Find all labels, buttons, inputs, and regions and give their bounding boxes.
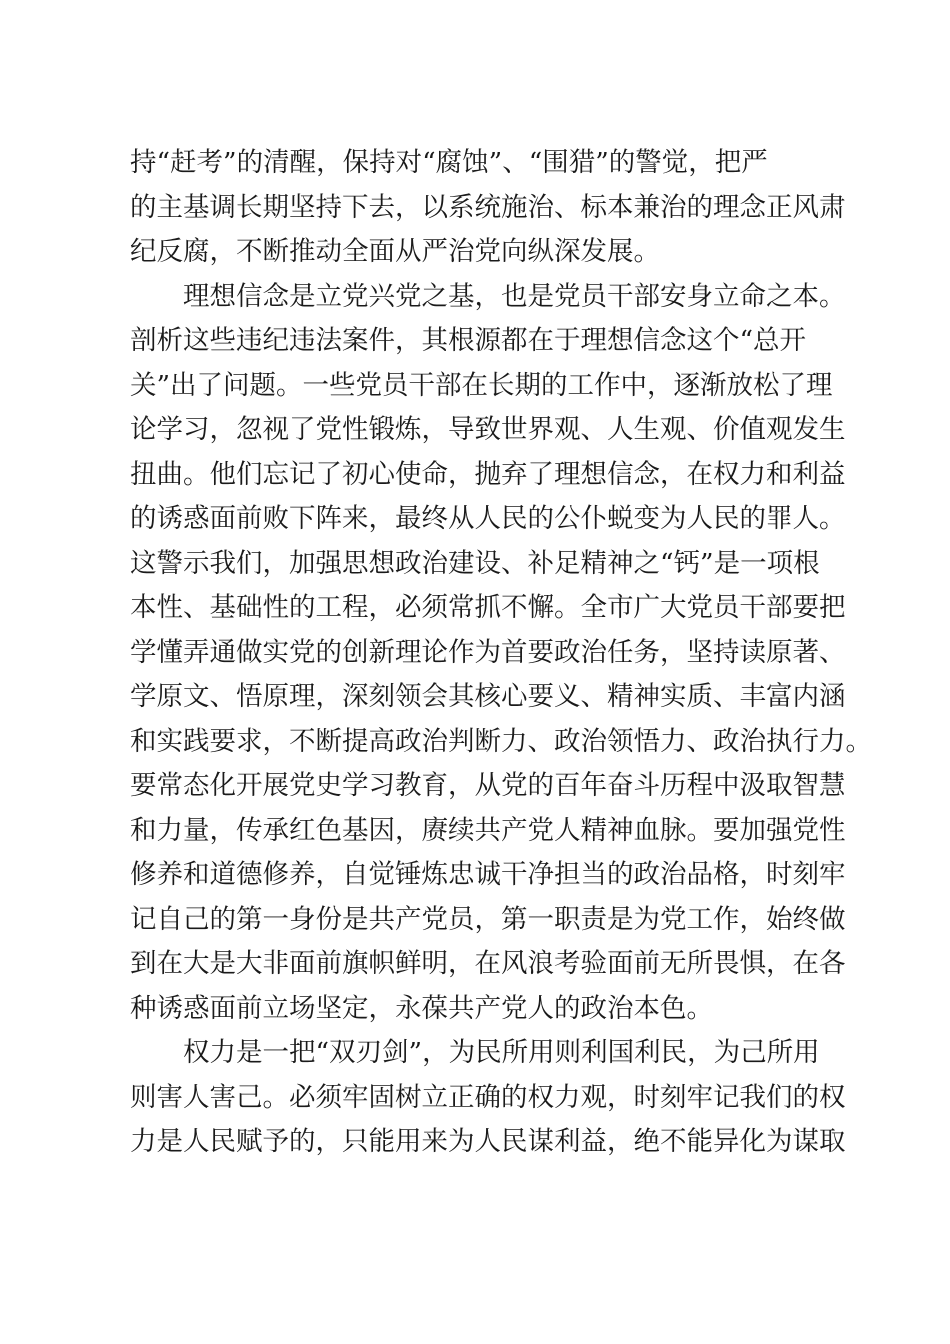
text-line: 记自己的第一身份是共产党员，第一职责是为党工作，始终做: [130, 903, 846, 935]
text-line: 的主基调长期坚持下去，以系统施治、标本兼治的理念正风肃: [130, 191, 846, 223]
text-line: 持“赶考”的清醒，保持对“腐蚀”、“围猎”的警觉，把严: [130, 147, 768, 178]
text-line: 这警示我们，加强思想政治建设、补足精神之“钙”是一项根: [130, 547, 820, 579]
text-line: 纪反腐，不断推动全面从严治党向纵深发展。: [130, 236, 660, 267]
text-line: 修养和道德修养，自觉锤炼忠诚干净担当的政治品格，时刻牢: [130, 859, 846, 890]
text-line: 权力是一把“双刃剑”，为民所用则利国利民，为己所用: [183, 1037, 820, 1068]
text-line: 论学习，忽视了党性锻炼，导致世界观、人生观、价值观发生: [130, 414, 846, 445]
text-line: 理想信念是立党兴党之基，也是党员干部安身立命之本。: [183, 280, 846, 312]
text-line: 本性、基础性的工程，必须常抓不懈。全市广大党员干部要把: [130, 592, 846, 623]
text-line: 和实践要求，不断提高政治判断力、政治领悟力、政治执行力。: [130, 725, 872, 757]
text-line: 剖析这些违纪违法案件，其根源都在于理想信念这个“总开: [130, 325, 807, 356]
text-line: 学原文、悟原理，深刻领会其核心要义、精神实质、丰富内涵: [130, 681, 846, 712]
text-line: 要常态化开展党史学习教育，从党的百年奋斗历程中汲取智慧: [130, 770, 846, 801]
text-line: 的诱惑面前败下阵来，最终从人民的公仆蜕变为人民的罪人。: [130, 503, 846, 534]
text-line: 种诱惑面前立场坚定，永葆共产党人的政治本色。: [130, 992, 713, 1024]
document-body: [130, 141, 872, 1165]
text-line: 和力量，传承红色基因，赓续共产党人精神血脉。要加强党性: [130, 814, 846, 846]
text-line: 到在大是大非面前旗帜鲜明，在风浪考验面前无所畏惧，在各: [130, 948, 846, 979]
text-line: 学懂弄通做实党的创新理论作为首要政治任务，坚持读原著、: [130, 636, 846, 668]
text-line: 力是人民赋予的，只能用来为人民谋利益，绝不能异化为谋取: [130, 1126, 846, 1157]
text-line: 扭曲。他们忘记了初心使命，抛弃了理想信念，在权力和利益: [130, 458, 846, 490]
text-line: 关”出了问题。一些党员干部在长期的工作中，逐渐放松了理: [130, 369, 833, 401]
text-line: 则害人害己。必须牢固树立正确的权力观，时刻牢记我们的权: [130, 1081, 846, 1113]
